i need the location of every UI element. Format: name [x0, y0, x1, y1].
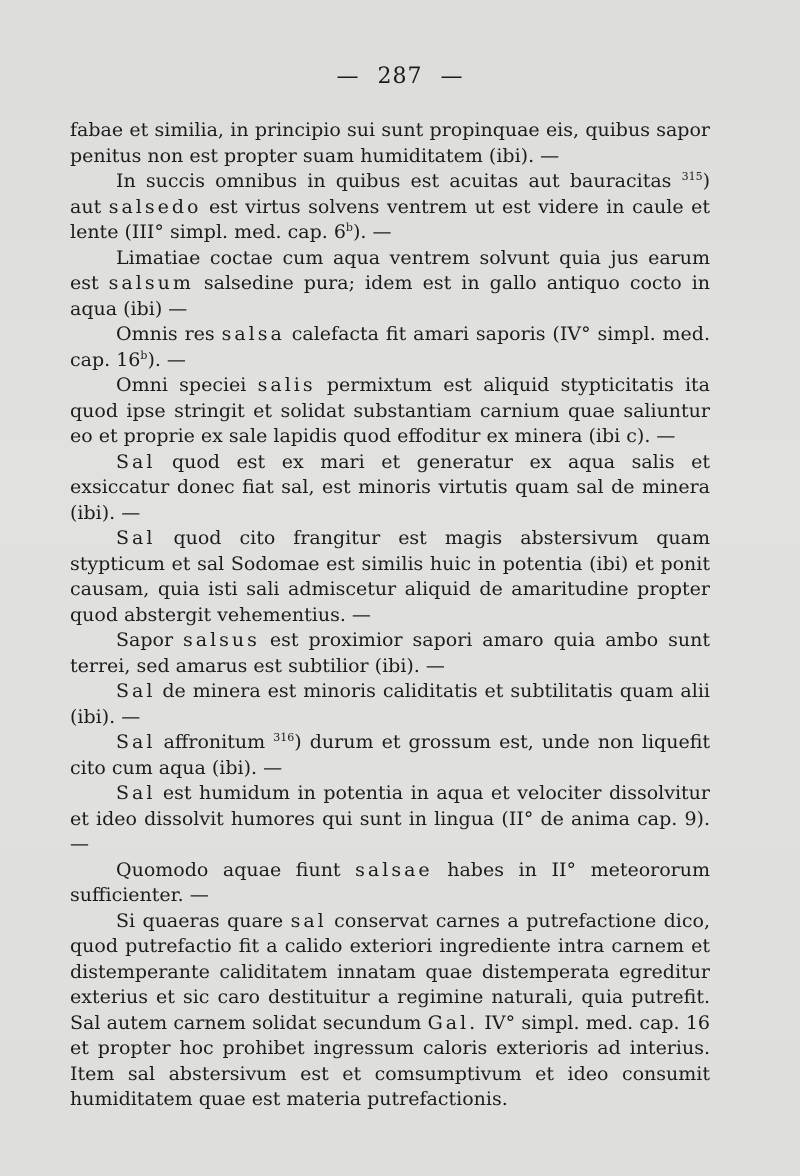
- spaced-term: Sal: [116, 527, 156, 549]
- text-run: Limatiae coctae cum aqua ventrem solvunt quia jus earum est: [70, 246, 710, 294]
- spaced-term: salsum: [108, 272, 194, 294]
- paragraph: [70, 679, 710, 730]
- text-run: fabae et similia, in principio sui sunt propinquae eis, quibus sapor penitus non est propter suam humiditatem (ibi). —: [70, 119, 710, 167]
- spaced-term: salsae: [355, 858, 433, 881]
- text-run: In succis omnibus in quibus est acuitas aut bauracitas: [116, 170, 682, 192]
- text-run: ). —: [352, 221, 392, 243]
- spaced-term: sal: [290, 909, 327, 932]
- text-run: Quomodo aquae fiunt: [116, 858, 356, 881]
- spaced-term: Gal.: [427, 1011, 479, 1034]
- page-header: [0, 64, 800, 89]
- text-run: permixtum est aliquid stypticitatis ita quod ipse stringit et solidat substantiam carnium quae saliuntur eo et proprie ex sale lapidis quod effoditur ex minera (ibi c). —: [70, 374, 711, 447]
- header-dash-left: —: [336, 64, 360, 89]
- paragraph: [70, 526, 710, 628]
- spaced-term: Sal: [116, 782, 156, 804]
- text-run: ). —: [147, 348, 186, 371]
- text-run: ) aut: [70, 170, 710, 218]
- paragraph: [70, 322, 710, 373]
- superscript: b: [345, 221, 353, 234]
- text-run: est virtus solvens ventrem ut est videre in caule et lente (III° simpl. med. cap. 6: [70, 195, 710, 243]
- paragraph: [70, 450, 710, 527]
- spaced-term: Sal: [116, 731, 156, 753]
- spaced-term: salsus: [183, 629, 260, 651]
- paragraph: [70, 373, 710, 450]
- text-run: calefacta fit amari saporis (IV° simpl. med. cap. 16: [70, 323, 710, 371]
- text-run: salsedine pura; idem est in gallo antiquo cocto in aqua (ibi) —: [70, 272, 711, 320]
- spaced-term: salsedo: [108, 195, 202, 218]
- spaced-term: Sal: [116, 450, 156, 473]
- text-run: quod cito frangitur est magis abstersivum quam stypticum et sal Sodomae est similis huic in potentia (ibi) et ponit causam, quia isti sali admiscetur aliquid de amaritudine propter quod abstergit vehementius. —: [70, 527, 710, 626]
- text-run: Si quaeras quare: [116, 909, 291, 932]
- text-run: IV° simpl. med. cap. 16 et propter hoc prohibet ingressum caloris exterioris ad interius. Item sal abstersivum est et comsumptivum et ideo consumit humiditatem quae est materia putrefactionis.: [70, 1011, 711, 1110]
- text-run: Sapor: [116, 629, 183, 651]
- text-run: Omnis res: [116, 323, 222, 345]
- footnote-ref: 315: [681, 170, 703, 183]
- superscript: b: [140, 348, 148, 362]
- footnote-ref: 316: [273, 731, 295, 744]
- spaced-term: Sal: [116, 680, 156, 702]
- paragraph: [70, 628, 710, 679]
- header-dash-right: —: [440, 64, 464, 89]
- text-run: Omni speciei: [116, 374, 258, 396]
- paragraph: [70, 169, 710, 246]
- paragraph: [70, 781, 710, 858]
- paragraph: [70, 118, 710, 169]
- text-run: habes in II° meteororum sufficienter. —: [70, 858, 711, 906]
- spaced-term: salis: [257, 374, 316, 396]
- text-run: est humidum in potentia in aqua et velociter dissolvitur et ideo dissolvit humores qui sunt in lingua (II° de anima cap. 9). —: [70, 782, 710, 855]
- spaced-term: salsa: [221, 323, 285, 345]
- body-text: [70, 118, 710, 1113]
- text-run: affronitum: [155, 731, 274, 753]
- paragraph: [70, 858, 710, 909]
- text-run: de minera est minoris caliditatis et subtilitatis quam alii (ibi). —: [70, 680, 710, 728]
- text-run: conservat carnes a putrefactione dico, quod putrefactio fit a calido exteriori ingrediente intra carnem et distemperante caliditatem innatam quae distemperata egreditur exterius et sic caro destituitur a regimine naturali, quia putrefit. Sal autem carnem solidat secundum: [70, 909, 710, 1034]
- text-run: ) durum et grossum est, unde non liquefit cito cum aqua (ibi). —: [70, 731, 710, 779]
- text-run: est proximior sapori amaro quia ambo sunt terrei, sed amarus est subtilior (ibi). —: [70, 629, 710, 677]
- paragraph: [70, 909, 710, 1113]
- paragraph: [70, 730, 710, 781]
- text-run: quod est ex mari et generatur ex aqua salis et exsiccatur donec fiat sal, est minoris virtutis quam sal de minera (ibi). —: [70, 450, 710, 524]
- page-number: 287: [377, 64, 423, 89]
- paragraph: [70, 246, 710, 323]
